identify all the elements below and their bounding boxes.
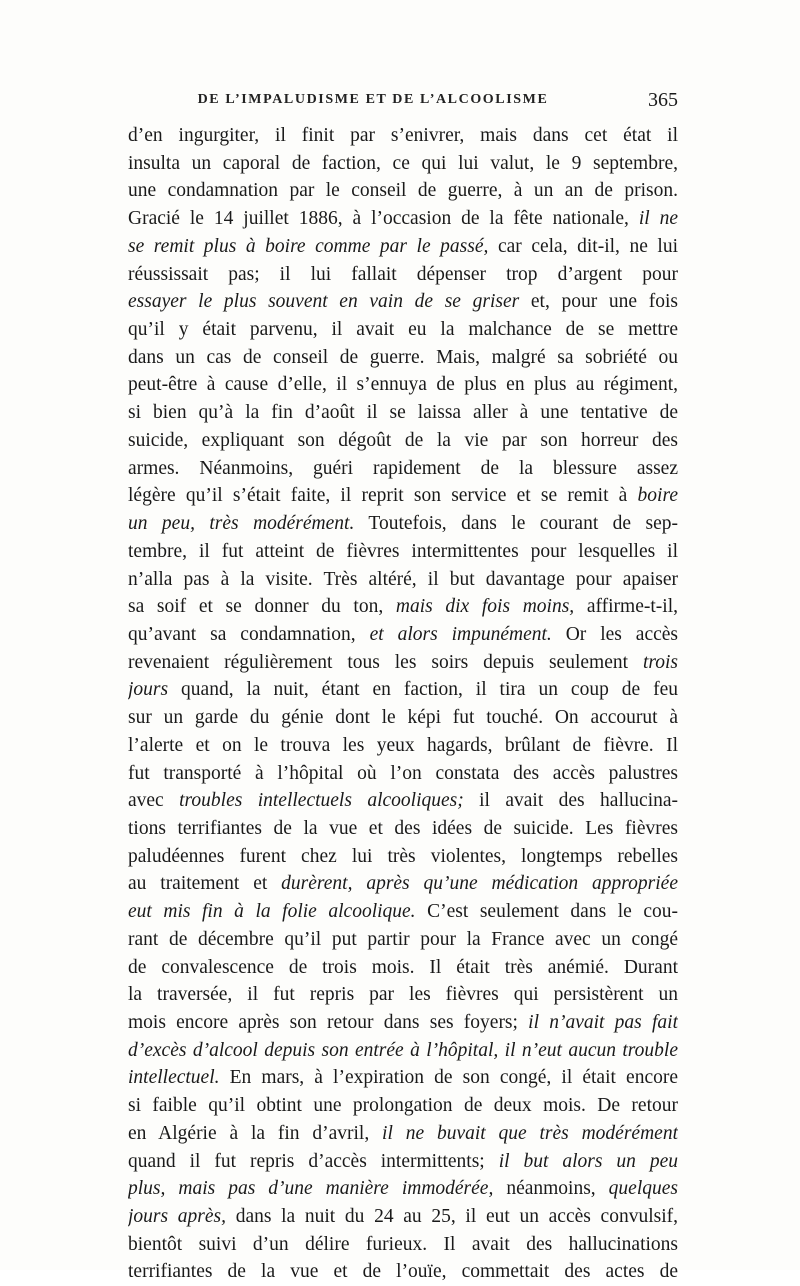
text-line: [128, 898, 678, 926]
text-line: [128, 288, 678, 316]
text-run: néanmoins,: [493, 1178, 609, 1200]
italic-run: jours après,: [128, 1206, 226, 1228]
page-number: 365: [648, 89, 678, 111]
text-run: la traversée, il fut repris par les fièvres qui persistèrent un: [128, 984, 678, 1006]
text-run: si faible qu’il obtint une prolongation de deux mois. De retour: [128, 1095, 678, 1117]
text-run: tembre, il fut atteint de fièvres intermittentes pour lesquelles il: [128, 540, 678, 562]
text-run: paludéennes furent chez lui très violentes, longtemps rebelles: [128, 845, 678, 867]
text-line: [128, 1231, 678, 1259]
text-line: [128, 760, 678, 788]
text-line: [128, 593, 678, 621]
text-line: [128, 344, 678, 372]
text-run: de convalescence de trois mois. Il était très anémié. Durant: [128, 956, 678, 978]
text-run: dans la nuit du 24 au 25, il eut un accès convulsif,: [226, 1206, 678, 1228]
italic-run: se remit plus à boire comme par le passé,: [128, 235, 489, 257]
text-run: et, pour une fois: [519, 291, 678, 313]
text-run: En mars, à l’expiration de son congé, il était encore: [219, 1067, 678, 1089]
text-line: [128, 621, 678, 649]
text-run: Gracié le 14 juillet 1886, à l’occasion de la fête nationale,: [128, 208, 639, 230]
text-line: [128, 870, 678, 898]
italic-run: boire: [637, 485, 678, 507]
text-line: [128, 1175, 678, 1203]
text-run: revenaient régulièrement tous les soirs depuis seulement: [128, 651, 643, 673]
text-run: suicide, expliquant son dégoût de la vie par son horreur des: [128, 429, 678, 451]
text-run: insulta un caporal de faction, ce qui lui valut, le 9 septembre,: [128, 152, 678, 174]
text-line: [128, 566, 678, 594]
text-line: [128, 150, 678, 178]
text-run: quand il fut repris d’accès intermittents;: [128, 1150, 499, 1172]
text-run: fut transporté à l’hôpital où l’on constata des accès palustres: [128, 762, 678, 784]
running-title: DE L’IMPALUDISME ET DE L’ALCOOLISME: [197, 92, 549, 107]
text-line: [128, 122, 678, 150]
text-run: sa soif et se donner du ton,: [128, 596, 396, 618]
text-run: qu’il y était parvenu, il avait eu la malchance de se mettre: [128, 319, 678, 341]
text-run: sur un garde du génie dont le képi fut touché. On accourut à: [128, 707, 678, 729]
text-line: [128, 787, 678, 815]
text-line: [128, 954, 678, 982]
italic-run: un peu, très modérément.: [128, 513, 355, 535]
text-run: en Algérie à la fin d’avril,: [128, 1122, 383, 1144]
text-run: au traitement et: [128, 873, 282, 895]
italic-run: quelques: [608, 1178, 678, 1200]
body-text: [128, 122, 678, 1286]
italic-run: jours: [128, 679, 169, 701]
text-line: [128, 1037, 678, 1065]
text-line: [128, 1148, 678, 1176]
text-line: [128, 427, 678, 455]
italic-run: durèrent, après qu’une médication appropriée: [281, 873, 678, 895]
text-line: [128, 1064, 678, 1092]
text-line: [128, 843, 678, 871]
text-line: [128, 704, 678, 732]
text-run: il avait des hallucina-: [463, 790, 678, 812]
italic-run: mais dix fois moins,: [395, 596, 575, 618]
italic-run: il but alors un peu: [498, 1150, 678, 1172]
text-run: mois encore après son retour dans ses foyers;: [128, 1012, 529, 1033]
italic-run: il n’avait pas fait: [528, 1012, 678, 1033]
text-run: avec: [128, 790, 180, 812]
text-line: [128, 926, 678, 954]
text-line: [128, 1092, 678, 1120]
running-head: [128, 89, 678, 118]
text-run: réussissait pas; il lui fallait dépenser trop d’argent pour: [128, 263, 678, 285]
text-line: [128, 676, 678, 704]
italic-run: intellectuel.: [128, 1067, 220, 1089]
text-run: bientôt suivi d’un délire furieux. Il avait des hallucinations: [128, 1233, 678, 1255]
text-line: [128, 399, 678, 427]
text-line: [128, 1009, 678, 1037]
text-line: [128, 1258, 678, 1286]
text-line: [128, 482, 678, 510]
text-line: [128, 261, 678, 289]
text-line: [128, 233, 678, 261]
text-line: [128, 316, 678, 344]
text-run: tions terrifiantes de la vue et des idées de suicide. Les fièvres: [128, 817, 678, 839]
text-run: légère qu’il s’était faite, il reprit son service et se remit à: [128, 485, 638, 507]
text-line: [128, 455, 678, 483]
italic-run: eut mis fin à la folie alcoolique.: [128, 901, 416, 923]
text-line: [128, 732, 678, 760]
italic-run: plus, mais pas d’une manière immodérée,: [128, 1178, 494, 1200]
italic-run: il ne: [638, 208, 678, 230]
text-line: [128, 538, 678, 566]
text-line: [128, 1203, 678, 1231]
italic-run: et alors impunément.: [369, 623, 552, 645]
text-run: dans un cas de conseil de guerre. Mais, malgré sa sobriété ou: [128, 346, 678, 368]
text-run: si bien qu’à la fin d’août il se laissa aller à une tentative de: [128, 402, 678, 424]
italic-run: trois: [642, 651, 678, 673]
text-run: n’alla pas à la visite. Très altéré, il but davantage pour apaiser: [128, 568, 678, 590]
italic-run: d’excès d’alcool depuis son entrée à l’hôpital, il n’eut aucun trouble: [128, 1039, 678, 1061]
italic-run: troubles intellectuels alcooliques;: [179, 790, 464, 812]
text-run: rant de décembre qu’il put partir pour la France avec un congé: [128, 928, 678, 950]
text-run: terrifiantes de la vue et de l’ouïe, commettait des actes de: [128, 1261, 678, 1283]
text-run: une condamnation par le conseil de guerre, à un an de prison.: [128, 180, 678, 202]
text-line: [128, 177, 678, 205]
text-run: armes. Néanmoins, guéri rapidement de la blessure assez: [128, 457, 678, 479]
text-run: peut-être à cause d’elle, il s’ennuya de plus en plus au régiment,: [128, 374, 678, 396]
text-line: [128, 1120, 678, 1148]
text-run: quand, la nuit, étant en faction, il tira un coup de feu: [168, 679, 678, 701]
text-run: Or les accès: [551, 623, 678, 645]
text-line: [128, 649, 678, 677]
italic-run: il ne buvait que très modérément: [382, 1122, 678, 1144]
text-run: C’est seulement dans le cou-: [415, 901, 678, 923]
text-line: [128, 510, 678, 538]
text-run: affirme-t-il,: [574, 596, 678, 618]
text-line: [128, 205, 678, 233]
text-line: [128, 371, 678, 399]
text-run: Toutefois, dans le courant de sep-: [354, 513, 678, 535]
italic-run: essayer le plus souvent en vain de se griser: [128, 291, 520, 313]
text-run: car cela, dit-il, ne lui: [488, 235, 678, 257]
text-line: [128, 815, 678, 843]
text-run: d’en ingurgiter, il finit par s’enivrer, mais dans cet état il: [128, 125, 678, 146]
text-line: [128, 981, 678, 1009]
text-run: qu’avant sa condamnation,: [128, 623, 370, 645]
text-run: l’alerte et on le trouva les yeux hagards, brûlant de fièvre. Il: [128, 734, 678, 756]
